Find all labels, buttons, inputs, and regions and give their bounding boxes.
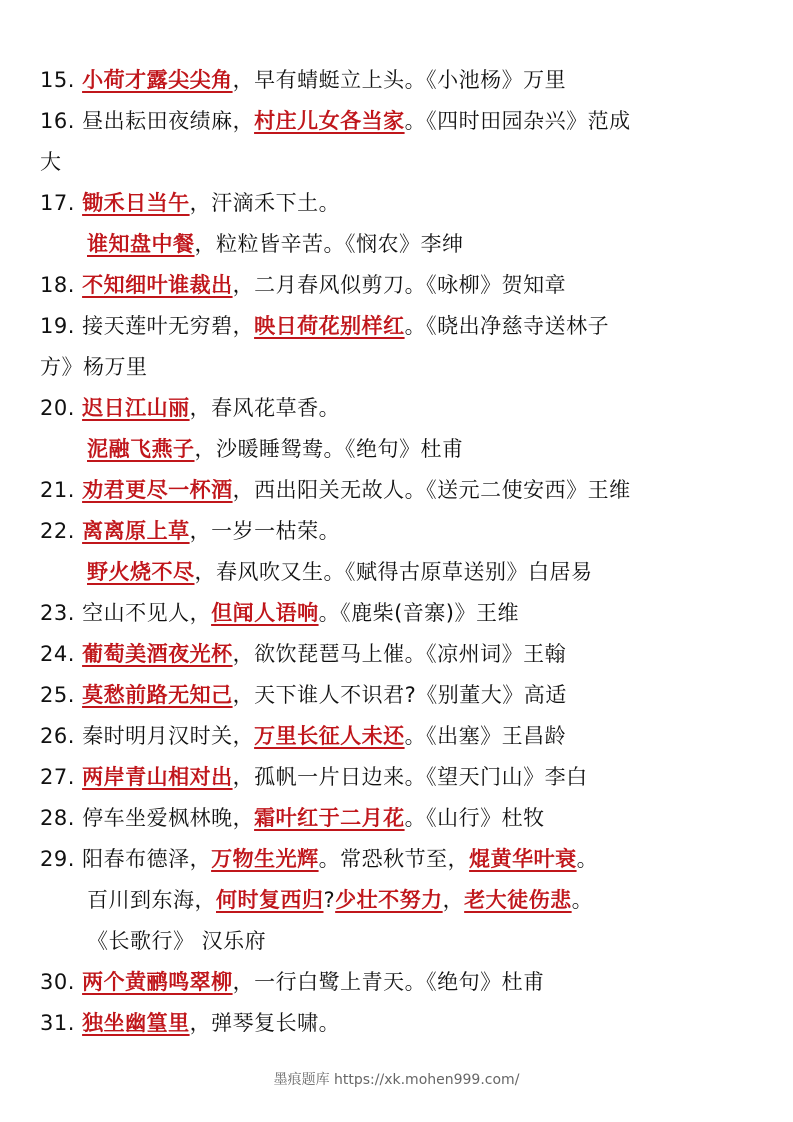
line-text: 大 (40, 150, 62, 174)
answer-text: 两岸青山相对出 (82, 765, 233, 789)
footer-watermark: 墨痕题库 https://xk.mohen999.com/ (273, 1072, 520, 1088)
line-text: ，早有蜻蜓立上头。《小池杨》万里 (232, 68, 567, 92)
line-text: 21. (40, 478, 83, 502)
poem-line (40, 552, 740, 593)
line-text: 22. (40, 519, 83, 543)
poem-line (40, 101, 740, 142)
line-text: 20. (40, 396, 83, 420)
line-text: 16. 昼出耘田夜绩麻， (40, 109, 255, 133)
answer-text: 万物生光辉 (211, 847, 319, 871)
line-text: 31. (40, 1011, 83, 1035)
line-text: ，弹琴复长啸。 (189, 1011, 341, 1035)
answer-text: 何时复西归 (216, 888, 324, 912)
poem-line (40, 880, 740, 921)
line-text: 百川到东海， (87, 888, 216, 912)
line-text: ，粒粒皆辛苦。《悯农》李绅 (194, 232, 464, 256)
answer-text: 万里长征人未还 (254, 724, 405, 748)
poem-line (40, 265, 740, 306)
answer-text: 泥融飞燕子 (87, 437, 195, 461)
line-text: ，欲饮琵琶马上催。《凉州词》王翰 (232, 642, 567, 666)
line-text: 28. 停车坐爱枫林晚， (40, 806, 255, 830)
poem-line (40, 429, 740, 470)
answer-text: 迟日江山丽 (82, 396, 190, 420)
line-text: ? (323, 888, 336, 912)
answer-text: 焜黄华叶衰 (469, 847, 577, 871)
answer-text: 离离原上草 (82, 519, 190, 543)
line-text: 。《晓出净慈寺送林子 (404, 314, 610, 338)
line-text: ， (442, 888, 465, 912)
line-text: ，汗滴禾下土。 (189, 191, 341, 215)
line-text: ，春风花草香。 (189, 396, 341, 420)
answer-text: 两个黄鹂鸣翠柳 (82, 970, 233, 994)
line-text: 27. (40, 765, 83, 789)
line-text: 。《山行》杜牧 (404, 806, 545, 830)
poem-line (40, 142, 740, 183)
poem-line (40, 511, 740, 552)
line-text: 29. 阳春布德泽， (40, 847, 212, 871)
poem-line (40, 675, 740, 716)
line-text: 。《出塞》王昌龄 (404, 724, 567, 748)
line-text: 。《四时田园杂兴》范成 (404, 109, 631, 133)
line-text: 《长歌行》 汉乐府 (87, 929, 267, 953)
answer-text: 葡萄美酒夜光杯 (82, 642, 233, 666)
poem-line (40, 716, 740, 757)
line-text: ，沙暖睡鸳鸯。《绝句》杜甫 (194, 437, 464, 461)
line-text: ，西出阳关无故人。《送元二使安西》王维 (232, 478, 631, 502)
poem-line (40, 388, 740, 429)
poem-line (40, 347, 740, 388)
poem-line (40, 470, 740, 511)
poem-line (40, 306, 740, 347)
line-text: 18. (40, 273, 83, 297)
line-text: 30. (40, 970, 83, 994)
line-text: ，一岁一枯荣。 (189, 519, 341, 543)
answer-text: 锄禾日当午 (82, 191, 190, 215)
line-text: 。 (576, 847, 599, 871)
poem-line (40, 757, 740, 798)
poem-line (40, 798, 740, 839)
line-text: 。《鹿柴(音寨)》王维 (318, 601, 519, 625)
line-text: 。常恐秋节至， (318, 847, 470, 871)
answer-text: 但闻人语响 (211, 601, 319, 625)
poem-line (40, 183, 740, 224)
poem-line (40, 839, 740, 880)
line-text: 25. (40, 683, 83, 707)
poem-list (40, 60, 740, 1044)
poem-line (40, 962, 740, 1003)
line-text: 19. 接天莲叶无穷碧， (40, 314, 255, 338)
line-text: ，春风吹又生。《赋得古原草送别》白居易 (194, 560, 593, 584)
line-text: ，二月春风似剪刀。《咏柳》贺知章 (232, 273, 567, 297)
line-text: ，天下谁人不识君?《别董大》高适 (232, 683, 567, 707)
poem-line (40, 1003, 740, 1044)
poem-line (40, 593, 740, 634)
answer-text: 村庄儿女各当家 (254, 109, 405, 133)
line-text: ，一行白鹭上青天。《绝句》杜甫 (232, 970, 545, 994)
answer-text: 野火烧不尽 (87, 560, 195, 584)
answer-text: 小荷才露尖尖角 (82, 68, 233, 92)
answer-text: 映日荷花别样红 (254, 314, 405, 338)
line-text: 17. (40, 191, 83, 215)
answer-text: 少壮不努力 (335, 888, 443, 912)
poem-line (40, 224, 740, 265)
line-text: 方》杨万里 (40, 355, 148, 379)
answer-text: 霜叶红于二月花 (254, 806, 405, 830)
answer-text: 独坐幽篁里 (82, 1011, 190, 1035)
answer-text: 谁知盘中餐 (87, 232, 195, 256)
line-text: 。 (571, 888, 594, 912)
line-text: ，孤帆一片日边来。《望天门山》李白 (232, 765, 588, 789)
poem-line (40, 634, 740, 675)
line-text: 24. (40, 642, 83, 666)
poem-line (40, 921, 740, 962)
line-text: 15. (40, 68, 83, 92)
poem-line (40, 60, 740, 101)
line-text: 26. 秦时明月汉时关， (40, 724, 255, 748)
line-text: 23. 空山不见人， (40, 601, 212, 625)
answer-text: 莫愁前路无知己 (82, 683, 233, 707)
answer-text: 老大徒伤悲 (464, 888, 572, 912)
answer-text: 不知细叶谁裁出 (82, 273, 233, 297)
answer-text: 劝君更尽一杯酒 (82, 478, 233, 502)
